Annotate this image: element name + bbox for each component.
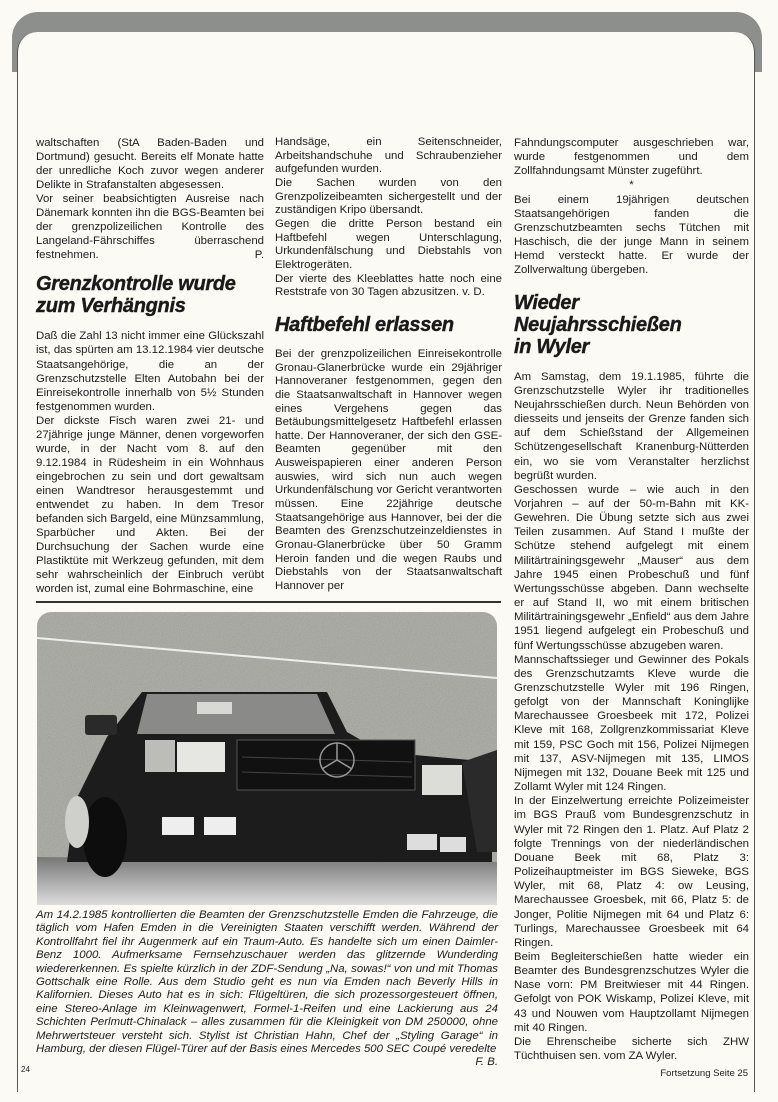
paragraph: Fahndungscomputer ausgeschrieben war, wurde festgenommen und dem Zollfahndungsamt Münster zugeführt. bbox=[514, 137, 749, 178]
paragraph bbox=[36, 192, 264, 262]
paragraph: Mannschaftssieger und Gewinner des Pokals des Grenzschutzamts Kleve wurde die Grenzschutzstelle Wyler mit 196 Ringen, gefolgt von der Mannschaft Koninglijke Marechaussee Groesbeek mit 172, Polizei Kleve mit 168, Zollgrenzkommissariat Kleve mit 159, PSC Goch mit 156, Polizei Nijmegen mit 137, ASV-Nijmegen mit 135, LIMOS Nijmegen mit 132, Douane Beek mit 125 und Zollamt Wyler mit 124 Ringen. bbox=[514, 653, 749, 794]
paragraph-text: Vor seiner beabsichtigten Ausreise nach Dänemark konnten ihn die BGS-Beamten bei der grenzpolizeilichen Kontrolle des Langeland-Fährschiffes überraschend festnehmen. bbox=[36, 193, 264, 262]
article-heading: Haftbefehl erlassen bbox=[275, 313, 454, 336]
paragraph: Die Sachen wurden von den Grenzpolizeibeamten sichergestellt und der zuständigen Kripo übersandt. bbox=[275, 176, 502, 217]
paragraph: Daß die Zahl 13 nicht immer eine Glückszahl ist, das spürten am 13.12.1984 vier deutsche Staatsangehörige, die an der Grenzschutzstelle Elten Autobahn bei der Einreisekontrolle innerhalb von 5½ Stunden festgenommen wurden. bbox=[36, 330, 264, 413]
caption-author-initials: F. B. bbox=[475, 1056, 498, 1069]
paragraph: waltschaften (StA Baden-Baden und Dortmund) gesucht. Bereits elf Monate hatte der unredliche Koch zuvor wegen anderer Delikte in Strafanstalten abgesessen. bbox=[36, 137, 264, 192]
paragraph: Am Samstag, dem 19.1.1985, führte die Grenzschutzstelle Wyler ihr traditionelles Neujahrsschießen durch. Neun Behörden von diesseits und jenseits der Grenze fanden sich auf dem Schießstand der Allgemeinen Schützengesellschaft Kranenburg-Nütterden ein, wo sie vom Veranstalter herzlichst begrüßt wurden. bbox=[514, 370, 749, 482]
column-3 bbox=[514, 136, 749, 1063]
separator-star: * bbox=[629, 179, 634, 192]
article-heading: Wieder Neujahrsschießen in Wyler bbox=[514, 291, 682, 358]
column-2 bbox=[275, 136, 502, 594]
page-number: 24 bbox=[21, 1065, 30, 1074]
paragraph: In der Einzelwertung erreichte Polizeimeister im BGS Prauß vom Bundesgrenzschutz in Wyler mit 72 Ringen den 1. Platz. Auf Platz 2 folgte Trennings von der niederländischen Douane Beek mit 68, Platz 3: Polizeihauptmeister im BGS Sieweke, BGS Wyler, mit 68, Platz 4: ow Leusing, Marechaussee Groesbek, mit 66, Platz 5: de Jonger, Politie Nijmegen mit 64 und Platz 6: Turlings, Marechaussee Groesbeek mit 64 Ringen. bbox=[514, 795, 749, 949]
continuation-note: Fortsetzung Seite 25 bbox=[660, 1068, 748, 1079]
paragraph bbox=[275, 273, 502, 300]
article-heading: Grenzkontrolle wurde zum Verhängnis bbox=[36, 273, 236, 318]
paragraph-text: Der vierte des Kleeblattes hatte noch eine Reststrafe von 30 Tagen abzusitzen. bbox=[275, 272, 502, 299]
paragraph: Handsäge, ein Seitenschneider, Arbeitshandschuhe und Schraubenzieher aufgefunden wurden. bbox=[275, 136, 502, 176]
author-initials: v. D. bbox=[462, 286, 485, 299]
page-bottom bbox=[0, 1092, 778, 1102]
mercedes-car-image bbox=[37, 612, 497, 905]
author-initials: P. bbox=[254, 249, 264, 262]
caption-text: Am 14.2.1985 kontrollierten die Beamten der Grenzschutzstelle Emden die Fahrzeuge, die täglich vom Hafen Emden in die Vereinigten Staaten verschifft werden. Während der Kontrollfahrt fiel ihr Augenmerk auf ein Traum-Auto. Es handelte sich um einen Daimler-Benz 1000. Aufmerksame Fernsehzuschauer werden das glitzernde Wunderding wiedererkennen. Es spielte kürzlich in der ZDF-Sendung „Na, sowas!“ von und mit Thomas Gottschalk eine Rolle. Aus dem Studio geht es nun via Emden nach Beverly Hills in Kalifornien. Dieses Auto hat es in sich: Flügeltüren, die sich prozessorgesteuert öffnen, eine Stereo-Anlage im Kleinwagenwert, Formel-1-Reifen und eine Lackierung aus 24 Schichten Perlmutt-Chinalack – alles zusammen für die Kleinigkeit von DM 250000, ohne Mehrwertsteuer versteht sich. Stylist ist Christian Hahn, Chef der „Styling Garage“ in Hamburg, der diesen Flügel-Türer auf der Basis eines Mercedes 500 SEC Coupé veredelte bbox=[36, 909, 498, 1056]
paragraph: Bei der grenzpolizeilichen Einreisekontrolle Gronau-Glanerbrücke wurde ein 29jähriger Hannoveraner festgenommen, gegen den die Staatsanwaltschaft in Hannover wegen eines Vergehens gegen das Betäubungsmittelgesetz Haftbefehl erlassen hatte. Der Hannoveraner, der sich den GSE-Beamten gegenüber mit den Ausweispapieren einer anderen Person auswies, wird sich nun auch wegen Urkundenfälschung vor Gericht verantworten müssen. Eine 22jährige deutsche Staatsangehörige aus Hannover, bei der die Beamten des Grenzschutzeinzeldienstes in Gronau-Glanerbrücke über 50 Gramm Heroin fanden und die wegen Raubs und Diebstahls von der Staatsanwaltschaft Hannover per bbox=[275, 347, 502, 593]
paragraph: Geschossen wurde – wie auch in den Vorjahren – auf der 50-m-Bahn mit KK-Gewehren. Die Übung setzte sich aus zwei Teilen zusammen. Auf Stand I mußte der Schütze stehend aufgelegt mit einem Militärtrainingsgewehr „Mauser“ aus dem Jahre 1945 einen Probeschuß und fünf Wertungsschüsse abgeben. Dann wechselte er auf Stand II, wo mit einem britischen Militärtrainingsgewehr „Enfield“ aus dem Jahre 1951 liegend aufgelegt ein Probeschuß und fünf Wertungsschüsse abzugeben waren. bbox=[514, 483, 749, 652]
paragraph: Beim Begleiterschießen hatte wieder ein Beamter des Bundesgrenzschutzes Wyler die Nase vorn: PM Breitwieser mit 44 Ringen. Gefolgt von POK Wiskamp, Polizei Kleve, mit 43 und Nouwen vom Hauptzollamt Nijmegen mit 40 Ringen. bbox=[514, 950, 749, 1034]
column-1 bbox=[36, 136, 264, 596]
divider-rule bbox=[36, 601, 501, 603]
paragraph: Der dickste Fisch waren zwei 21- und 27jährige junge Männer, denen vorgeworfen wurde, in der Nacht vom 8. auf den 9.12.1984 in Rüdesheim in ein Wohnhaus eingebrochen zu sein und dort gewaltsam einen Wandtresor herausgestemmt und entwendet zu haben. In dem Tresor befanden sich Bargeld, eine Münzsammlung, Sparbücher und Akten. Bei der Durchsuchung der Sachen wurde eine Plastiktüte mit Werkzeug gefunden, mit dem sehr wahrscheinlich der Einbruch verübt worden ist, zumal eine Bohrmaschine, eine bbox=[36, 414, 264, 596]
paragraph: Bei einem 19jährigen deutschen Staatsangehörigen fanden die Grenzschutzbeamten sechs Tütchen mit Haschisch, die der junge Mann in seinem Hemd versteckt hatte. Er wurde der Zollverwaltung übergeben. bbox=[514, 193, 749, 277]
car-photo bbox=[37, 612, 497, 905]
paragraph: Gegen die dritte Person bestand ein Haftbefehl wegen Unterschlagung, Urkundenfälschung und Diebstahls von Elektrogeräten. bbox=[275, 217, 502, 271]
paragraph: Die Ehrenscheibe sicherte sich ZHW Tüchthuisen sen. vom ZA Wyler. bbox=[514, 1035, 749, 1063]
photo-caption bbox=[36, 909, 498, 1070]
